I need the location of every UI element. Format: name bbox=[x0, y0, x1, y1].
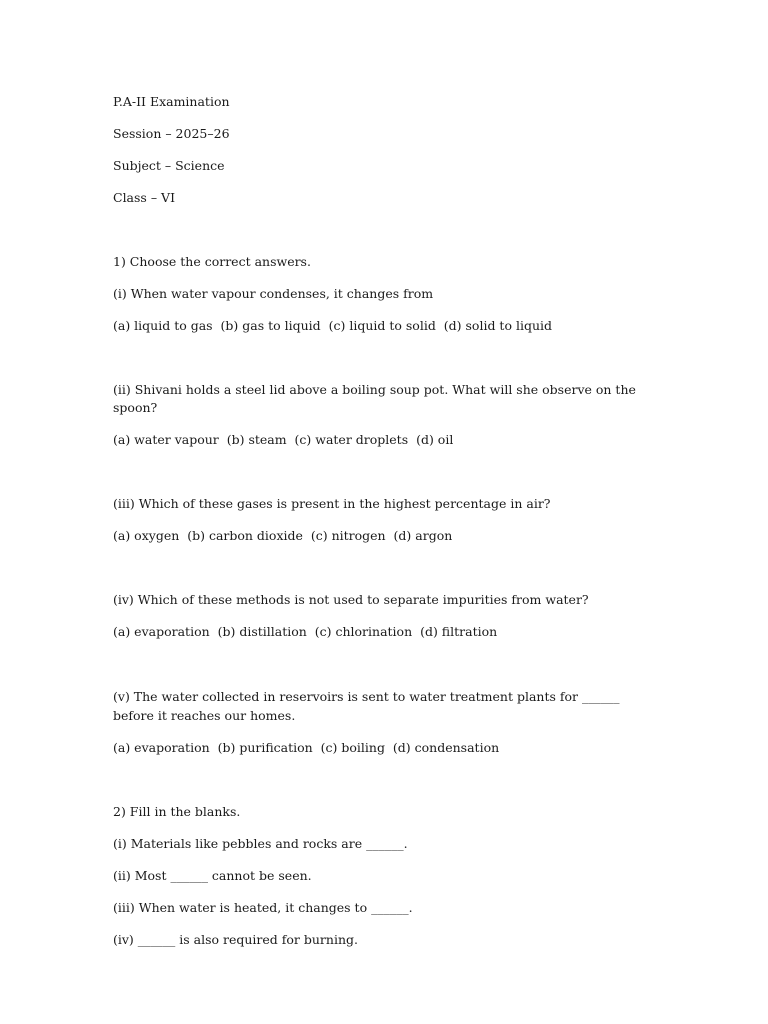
spacer bbox=[113, 559, 658, 591]
question-options: (a) liquid to gas (b) gas to liquid (c) liquid to solid (d) solid to liquid bbox=[113, 318, 552, 333]
spacer bbox=[113, 463, 658, 495]
paper-header bbox=[113, 93, 658, 207]
exam-paper bbox=[113, 93, 658, 963]
blank-item: (ii) Most ______ cannot be seen. bbox=[113, 868, 312, 883]
section-heading: 2) Fill in the blanks. bbox=[113, 804, 241, 819]
question-text: (i) When water vapour condenses, it changes from bbox=[113, 286, 434, 301]
question-text: (v) The water collected in reservoirs is sent to water treatment plants for ______ before it reaches our homes. bbox=[113, 689, 620, 723]
question-options: (a) oxygen (b) carbon dioxide (c) nitrogen (d) argon bbox=[113, 528, 453, 543]
subject-line: Subject – Science bbox=[113, 158, 225, 173]
spacer bbox=[113, 349, 658, 381]
blank-item: (i) Materials like pebbles and rocks are ______. bbox=[113, 836, 408, 851]
section-heading: 1) Choose the correct answers. bbox=[113, 254, 311, 269]
spacer bbox=[113, 771, 658, 803]
section-fill-blanks bbox=[113, 803, 658, 949]
question-options: (a) evaporation (b) purification (c) boiling (d) condensation bbox=[113, 740, 500, 755]
exam-title: P.A-II Examination bbox=[113, 94, 230, 109]
spacer bbox=[113, 655, 658, 687]
section-mcq bbox=[113, 253, 658, 757]
blank-item: (iv) ______ is also required for burning. bbox=[113, 932, 358, 947]
question-text: (ii) Shivani holds a steel lid above a boiling soup pot. What will she observe on the spoon? bbox=[113, 382, 636, 415]
blank-item: (iii) When water is heated, it changes to ______. bbox=[113, 900, 413, 915]
question-text: (iv) Which of these methods is not used to separate impurities from water? bbox=[113, 592, 589, 607]
class-line: Class – VI bbox=[113, 190, 176, 205]
question-options: (a) water vapour (b) steam (c) water droplets (d) oil bbox=[113, 432, 454, 447]
question-options: (a) evaporation (b) distillation (c) chlorination (d) filtration bbox=[113, 624, 498, 639]
question-text: (iii) Which of these gases is present in the highest percentage in air? bbox=[113, 496, 551, 511]
spacer bbox=[113, 221, 658, 253]
session-line: Session – 2025–26 bbox=[113, 126, 230, 141]
